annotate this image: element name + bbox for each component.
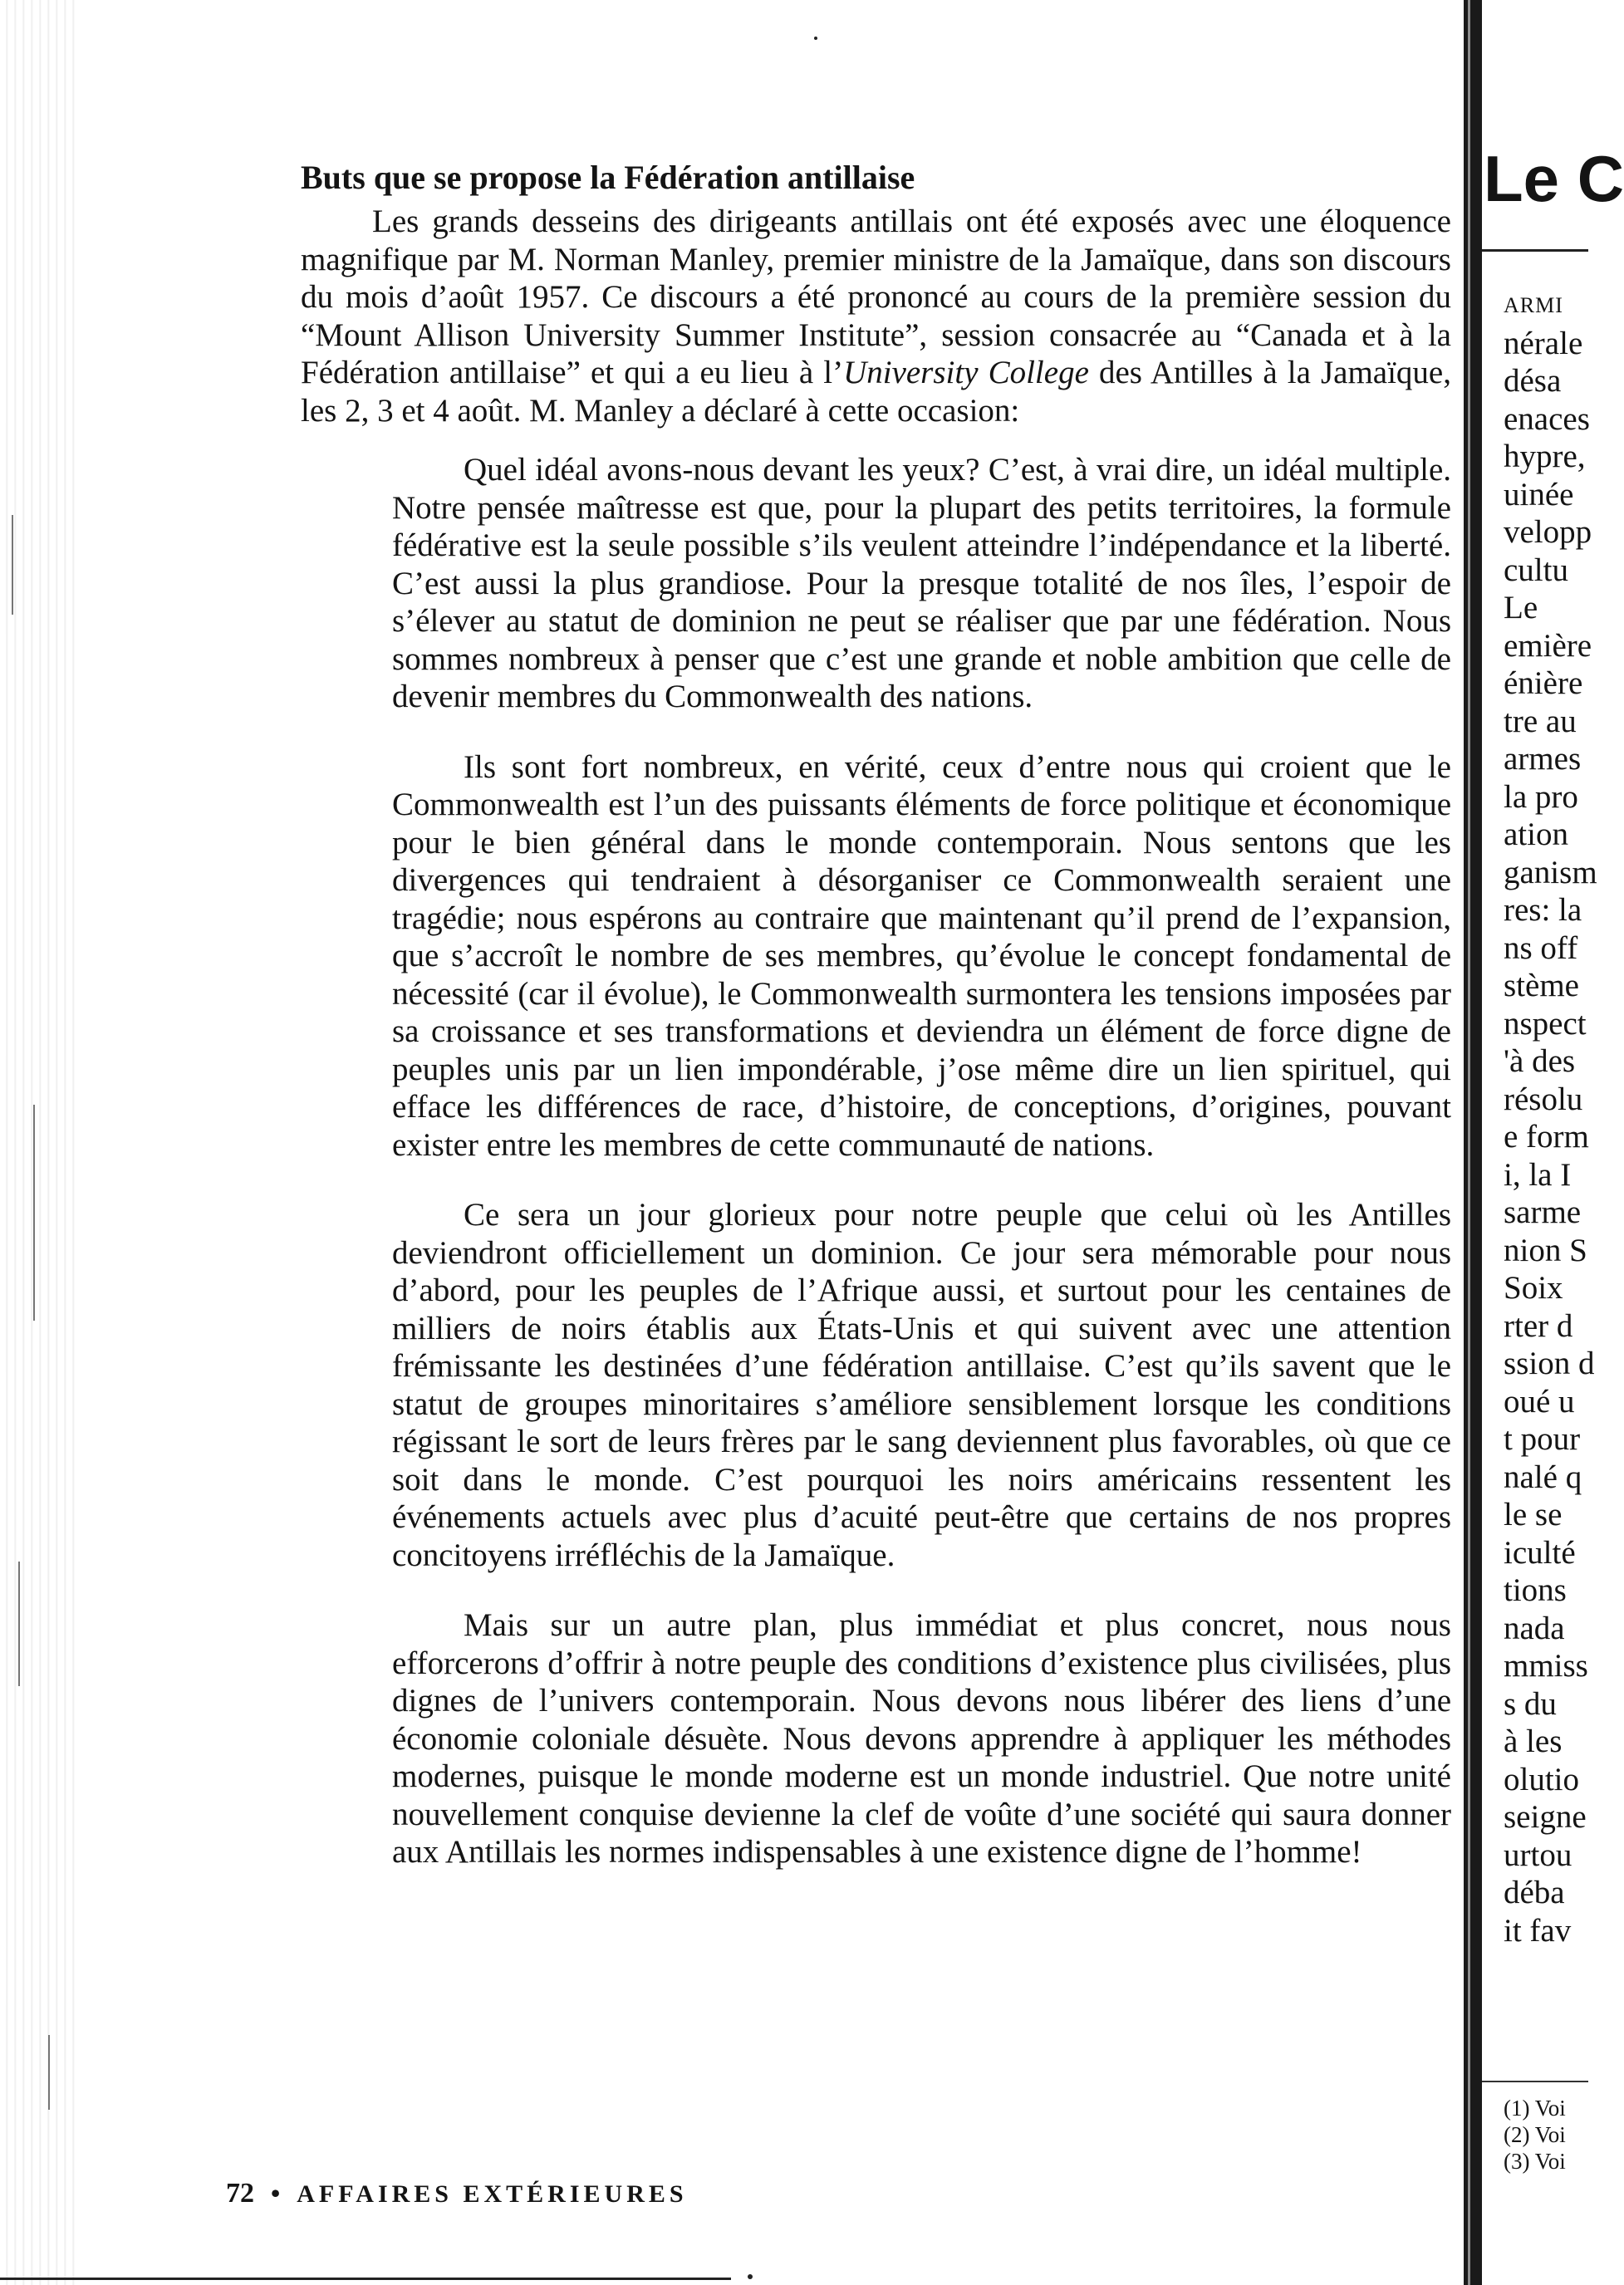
adjacent-page-line: uinée bbox=[1504, 476, 1574, 512]
adjacent-page-fragment bbox=[1482, 0, 1624, 2285]
article-column bbox=[301, 158, 1464, 1904]
adjacent-page-line: it fav bbox=[1504, 1912, 1572, 1949]
adjacent-page-title: Le C bbox=[1484, 142, 1624, 215]
binding-edge-line bbox=[1468, 0, 1470, 2285]
adjacent-page-line: rter d bbox=[1504, 1307, 1573, 1344]
adjacent-page-line: seigne bbox=[1504, 1799, 1587, 1835]
intro-text: Les grands desseins des dirigeants antillais ont été exposés avec une éloquence magnifique par M. Norman Manley, premier ministre de la Jamaïque, dans son discours du mois d’août 1957. Ce discours a été prononcé au cours de la première session du “Mount Allison University Summer Institute”, session consacrée au “Canada et à la Fédération antillaise” et qui a eu lieu à l’ bbox=[301, 203, 1451, 390]
intro-paragraph bbox=[301, 203, 1451, 429]
adjacent-page-line: t pour bbox=[1504, 1421, 1581, 1457]
adjacent-page-line: armes bbox=[1504, 741, 1582, 777]
scan-speck bbox=[748, 2274, 753, 2279]
intro-italic-text: University College bbox=[843, 355, 1089, 390]
adjacent-page-line: i, la I bbox=[1504, 1156, 1572, 1193]
quote-paragraph: Mais sur un autre plan, plus immédiat et plus concret, nous nous efforcerons d’offrir à notre peuple des conditions d’existence plus civilisées, plus dignes de l’univers contemporain. Nous devons nous libérer des liens d’une économie coloniale désuète. Nous devons apprendre à appliquer les méthodes modernes, puisque le monde moderne est un monde industriel. Que notre unité nouvellement conquise devienne la clef de voûte d’une société qui saura donner aux Antillais les normes indispensables à une existence digne de l’homme! bbox=[392, 1607, 1451, 1870]
adjacent-page-line: Le bbox=[1504, 590, 1538, 625]
adjacent-page-line: à les bbox=[1504, 1724, 1563, 1759]
page-number: 72 bbox=[226, 2178, 254, 2209]
adjacent-page-line: olutio bbox=[1504, 1761, 1580, 1797]
adjacent-page-line: 'à des bbox=[1504, 1043, 1576, 1079]
scan-speck bbox=[33, 1105, 35, 1321]
adjacent-page-line: res: la bbox=[1504, 892, 1582, 928]
adjacent-page-line: ation bbox=[1504, 816, 1568, 852]
adjacent-page-line: déba bbox=[1504, 1875, 1565, 1910]
adjacent-footnote-rule bbox=[1482, 2081, 1588, 2082]
adjacent-page-line: ARMI bbox=[1504, 293, 1563, 317]
adjacent-page-line: e form bbox=[1504, 1119, 1589, 1155]
quote-paragraph: Quel idéal avons-nous devant les yeux? C’est, à vrai dire, un idéal multiple. Notre pensée maîtresse est que, pour la plupart des petits territoires, la formule fédérative est la seule possible s’ils veulent atteindre l’indépendance et la liberté. C’est aussi la plus grandiose. Pour la presque totalité de nos îles, l’espoir de s’élever au statut de dominion ne peut se réaliser que par une fédération. Nous sommes nombreux à penser que c’est une grande et noble ambition que celle de devenir membres du Commonwealth des nations. bbox=[392, 452, 1451, 714]
intro-text-end: des Antilles à la Jamaïque, les 2, 3 et 4 août. M. Manley a déclaré à cette occasion: bbox=[301, 355, 1451, 429]
adjacent-page-line: nion S bbox=[1504, 1232, 1587, 1268]
quote-paragraph: Ils sont fort nombreux, en vérité, ceux d’entre nous qui croient que le Commonwealth est l’un des puissants éléments de force politique et économique pour le bien général dans le monde contemporain. Nous sentons que les divergences qui tendraient à désorganiser ce Commonwealth seraient une tragédie; nous espérons au contraire que maintenant qu’il prend de l’expansion, que s’accroît le nombre de ses membres, qu’évolue le concept fondamental de nécessité (car il évolue), le Commonwealth surmontera les tensions imposées par sa croissance et ses transformations et deviendra un élément de force digne de peuples unis par un lien impondérable, j’ose même dire un lien spirituel, qui efface les différences de race, d’histoire, de conceptions, d’origines, pouvant exister entre les membres de cette communauté de nations. bbox=[392, 748, 1451, 1163]
adjacent-page-line: iculté bbox=[1504, 1534, 1576, 1571]
adjacent-page-line: tre au bbox=[1504, 703, 1577, 739]
bottom-rule bbox=[0, 2278, 731, 2280]
page-footer bbox=[226, 2176, 688, 2211]
adjacent-page-footnote: (2) Voi bbox=[1504, 2122, 1566, 2147]
adjacent-page-line: velopp bbox=[1504, 514, 1592, 550]
scan-left-margin bbox=[0, 0, 75, 2285]
adjacent-page-line: résolu bbox=[1504, 1081, 1583, 1117]
publication-title: AFFAIRES EXTÉRIEURES bbox=[297, 2180, 688, 2208]
adjacent-page-line: nada bbox=[1504, 1610, 1565, 1646]
adjacent-page-line: sarme bbox=[1504, 1194, 1582, 1230]
adjacent-page-line: urtou bbox=[1504, 1836, 1572, 1873]
adjacent-page-line: oué u bbox=[1504, 1383, 1575, 1420]
adjacent-page-line: le se bbox=[1504, 1497, 1563, 1532]
scan-speck bbox=[814, 37, 817, 40]
adjacent-page-line: désa bbox=[1504, 363, 1562, 399]
adjacent-page-line: enaces bbox=[1504, 400, 1590, 437]
scan-speck bbox=[18, 1562, 20, 1686]
adjacent-page-line: ganism bbox=[1504, 854, 1597, 890]
adjacent-page-line: nalé q bbox=[1504, 1459, 1582, 1495]
adjacent-page-rule bbox=[1482, 249, 1588, 252]
adjacent-page-line: tions bbox=[1504, 1572, 1567, 1608]
binding-edge bbox=[1464, 0, 1482, 2285]
footer-separator: • bbox=[271, 2178, 281, 2208]
scan-speck bbox=[48, 2035, 50, 2110]
adjacent-page-line: cultu bbox=[1504, 552, 1568, 588]
adjacent-page-footnote: (1) Voi bbox=[1504, 2096, 1566, 2121]
adjacent-page-footnote: (3) Voi bbox=[1504, 2149, 1566, 2174]
quote-paragraph: Ce sera un jour glorieux pour notre peuple que celui où les Antilles deviendront officiellement un dominion. Ce jour sera mémorable pour nous d’abord, pour les peuples de l’Afrique aussi, et surtout pour les centaines de milliers de noirs établis aux États-Unis et qui suivent avec une attention frémissante les destinées d’une fédération antillaise. C’est qu’ils savent que le statut de groupes minoritaires s’améliore sensiblement lorsque les conditions régissant le sort de leurs frères par le sang deviennent plus favorables, où que ce soit dans le monde. C’est pourquoi les noirs américains ressentent les événements actuels avec plus d’acuité peut-être que certains de nos propres concitoyens irréfléchis de la Jamaïque. bbox=[392, 1197, 1451, 1573]
adjacent-page-line: s du bbox=[1504, 1685, 1557, 1722]
adjacent-page-line: hypre, bbox=[1504, 439, 1586, 474]
adjacent-page-line: énière bbox=[1504, 665, 1583, 701]
adjacent-page-line: stème bbox=[1504, 968, 1579, 1003]
adjacent-page-line: nspect bbox=[1504, 1005, 1587, 1042]
adjacent-page-line: mmiss bbox=[1504, 1648, 1588, 1684]
scan-speck bbox=[12, 515, 13, 615]
adjacent-page-line: Soix bbox=[1504, 1270, 1563, 1306]
adjacent-page-line: ns off bbox=[1504, 929, 1578, 966]
adjacent-page-line: la pro bbox=[1504, 778, 1578, 815]
adjacent-page-line: nérale bbox=[1504, 325, 1583, 361]
adjacent-page-line: ssion d bbox=[1504, 1346, 1595, 1381]
section-heading: Buts que se propose la Fédération antillaise bbox=[301, 159, 915, 196]
adjacent-page-line: emière bbox=[1504, 627, 1592, 664]
